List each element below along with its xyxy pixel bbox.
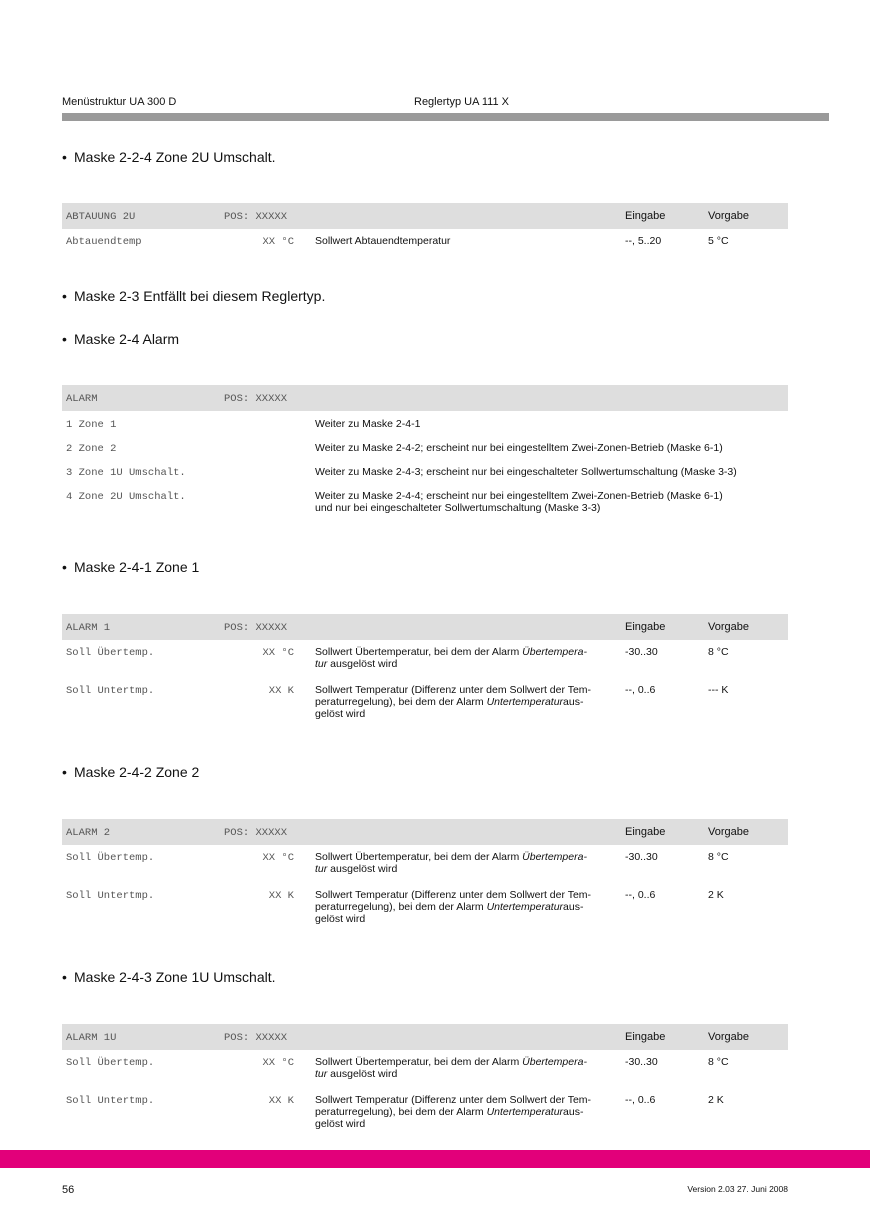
mask-name: ALARM 1 bbox=[66, 622, 111, 634]
parameter-default: 8 °C bbox=[708, 851, 729, 863]
parameter-default: 2 K bbox=[708, 889, 724, 901]
parameter-range: --, 0..6 bbox=[625, 684, 656, 696]
parameter-default: 2 K bbox=[708, 1094, 724, 1106]
section-title: Maske 2-4-2 Zone 2 bbox=[74, 764, 200, 780]
table-row bbox=[62, 484, 788, 518]
parameter-range: -30..30 bbox=[625, 646, 658, 658]
column-eingabe: Eingabe bbox=[625, 621, 666, 633]
parameter-value: XX °C bbox=[262, 1057, 294, 1069]
menu-item: 4 Zone 2U Umschalt. bbox=[66, 491, 186, 503]
mask-position: POS: XXXXX bbox=[224, 1032, 288, 1044]
parameter-range: -30..30 bbox=[625, 1056, 658, 1068]
table-row bbox=[62, 883, 788, 929]
header-controller-type: Reglertyp UA 111 X bbox=[414, 96, 509, 108]
column-vorgabe: Vorgabe bbox=[708, 210, 749, 222]
header-document-title: Menüstruktur UA 300 D bbox=[62, 96, 177, 108]
menu-table-alarm-1 bbox=[62, 614, 788, 724]
table-header bbox=[62, 819, 788, 845]
parameter-description: Sollwert Abtauendtemperatur bbox=[315, 235, 451, 247]
section-heading bbox=[62, 288, 325, 304]
section-title: Maske 2-2-4 Zone 2U Umschalt. bbox=[74, 149, 276, 165]
menu-table-alarm-1u bbox=[62, 1024, 788, 1134]
column-eingabe: Eingabe bbox=[625, 826, 666, 838]
page-number: 56 bbox=[62, 1184, 75, 1196]
header-bar bbox=[62, 113, 829, 121]
menu-table-abtauung-2u bbox=[62, 203, 788, 253]
table-header bbox=[62, 203, 788, 229]
parameter-description: Sollwert Temperatur (Differenz unter dem Sollwert der Tem- peraturregelung), bei dem der Alarm Untertemperaturaus- gelöst wird bbox=[315, 1094, 592, 1130]
bullet-icon: • bbox=[62, 559, 67, 575]
mask-position: POS: XXXXX bbox=[224, 827, 288, 839]
parameter-name: Abtauendtemp bbox=[66, 236, 142, 248]
table-header bbox=[62, 1024, 788, 1050]
column-eingabe: Eingabe bbox=[625, 210, 666, 222]
table-row bbox=[62, 411, 788, 436]
bullet-icon: • bbox=[62, 331, 67, 347]
parameter-description: Sollwert Temperatur (Differenz unter dem Sollwert der Tem- peraturregelung), bei dem der Alarm Untertemperaturaus- gelöst wird bbox=[315, 684, 592, 720]
footer-accent-bar bbox=[0, 1150, 870, 1168]
parameter-range: --, 0..6 bbox=[625, 1094, 656, 1106]
parameter-name: Soll Untertmp. bbox=[66, 685, 155, 697]
section-title: Maske 2-3 Entfällt bei diesem Reglertyp. bbox=[74, 288, 326, 304]
table-row bbox=[62, 1088, 788, 1134]
column-vorgabe: Vorgabe bbox=[708, 1031, 749, 1043]
column-vorgabe: Vorgabe bbox=[708, 621, 749, 633]
mask-name: ALARM 2 bbox=[66, 827, 111, 839]
parameter-default: 8 °C bbox=[708, 1056, 729, 1068]
mask-position: POS: XXXXX bbox=[224, 622, 288, 634]
parameter-name: Soll Untertmp. bbox=[66, 1095, 155, 1107]
parameter-description: Sollwert Übertemperatur, bei dem der Alarm Übertempera- tur ausgelöst wird bbox=[315, 1056, 587, 1080]
column-eingabe: Eingabe bbox=[625, 1031, 666, 1043]
column-vorgabe: Vorgabe bbox=[708, 826, 749, 838]
parameter-description: Sollwert Temperatur (Differenz unter dem Sollwert der Tem- peraturregelung), bei dem der Alarm Untertemperaturaus- gelöst wird bbox=[315, 889, 592, 925]
section-heading bbox=[62, 149, 276, 165]
table-row bbox=[62, 845, 788, 883]
menu-item: 2 Zone 2 bbox=[66, 443, 117, 455]
parameter-default: 8 °C bbox=[708, 646, 729, 658]
section-title: Maske 2-4-1 Zone 1 bbox=[74, 559, 200, 575]
bullet-icon: • bbox=[62, 969, 67, 985]
parameter-value: XX °C bbox=[262, 236, 294, 248]
parameter-description: Sollwert Übertemperatur, bei dem der Alarm Übertempera- tur ausgelöst wird bbox=[315, 851, 587, 875]
table-row bbox=[62, 678, 788, 724]
section-heading bbox=[62, 969, 276, 985]
table-header bbox=[62, 614, 788, 640]
version-info: Version 2.03 27. Juni 2008 bbox=[687, 1184, 788, 1194]
menu-table-alarm-2 bbox=[62, 819, 788, 929]
mask-name: ALARM 1U bbox=[66, 1032, 117, 1044]
parameter-description: Sollwert Übertemperatur, bei dem der Alarm Übertempera- tur ausgelöst wird bbox=[315, 646, 587, 670]
table-row bbox=[62, 640, 788, 678]
menu-item-description: Weiter zu Maske 2-4-3; erscheint nur bei eingeschalteter Sollwertumschaltung (Maske 3-3) bbox=[315, 466, 737, 478]
parameter-range: --, 0..6 bbox=[625, 889, 656, 901]
section-heading bbox=[62, 764, 199, 780]
parameter-default: 5 °C bbox=[708, 235, 729, 247]
table-row bbox=[62, 436, 788, 460]
bullet-icon: • bbox=[62, 149, 67, 165]
mask-position: POS: XXXXX bbox=[224, 393, 288, 405]
parameter-value: XX °C bbox=[262, 852, 294, 864]
parameter-name: Soll Untertmp. bbox=[66, 890, 155, 902]
parameter-name: Soll Übertemp. bbox=[66, 647, 155, 659]
parameter-range: --, 5..20 bbox=[625, 235, 662, 247]
table-row bbox=[62, 460, 788, 484]
parameter-range: -30..30 bbox=[625, 851, 658, 863]
menu-table-alarm bbox=[62, 385, 788, 518]
parameter-name: Soll Übertemp. bbox=[66, 1057, 155, 1069]
bullet-icon: • bbox=[62, 764, 67, 780]
parameter-value: XX K bbox=[268, 1095, 294, 1107]
section-title: Maske 2-4 Alarm bbox=[74, 331, 180, 347]
parameter-name: Soll Übertemp. bbox=[66, 852, 155, 864]
section-title: Maske 2-4-3 Zone 1U Umschalt. bbox=[74, 969, 276, 985]
parameter-value: XX K bbox=[268, 685, 294, 697]
table-row bbox=[62, 1050, 788, 1088]
bullet-icon: • bbox=[62, 288, 67, 304]
table-row bbox=[62, 229, 788, 253]
section-heading bbox=[62, 559, 199, 575]
menu-item: 3 Zone 1U Umschalt. bbox=[66, 467, 186, 479]
parameter-default: --- K bbox=[708, 684, 729, 696]
parameter-value: XX °C bbox=[262, 647, 294, 659]
menu-item-description: Weiter zu Maske 2-4-1 bbox=[315, 418, 421, 430]
menu-item: 1 Zone 1 bbox=[66, 419, 117, 431]
table-header bbox=[62, 385, 788, 411]
menu-item-description: Weiter zu Maske 2-4-2; erscheint nur bei eingestelltem Zwei-Zonen-Betrieb (Maske 6-1) bbox=[315, 442, 723, 454]
menu-item-description: Weiter zu Maske 2-4-4; erscheint nur bei eingestelltem Zwei-Zonen-Betrieb (Maske 6-1) und nur bei eingeschalteter Sollwertumschaltung (Maske 3-3) bbox=[315, 490, 723, 514]
section-heading bbox=[62, 331, 179, 347]
mask-position: POS: XXXXX bbox=[224, 211, 288, 223]
mask-name: ALARM bbox=[66, 393, 98, 405]
parameter-value: XX K bbox=[268, 890, 294, 902]
mask-name: ABTAUUNG 2U bbox=[66, 211, 136, 223]
